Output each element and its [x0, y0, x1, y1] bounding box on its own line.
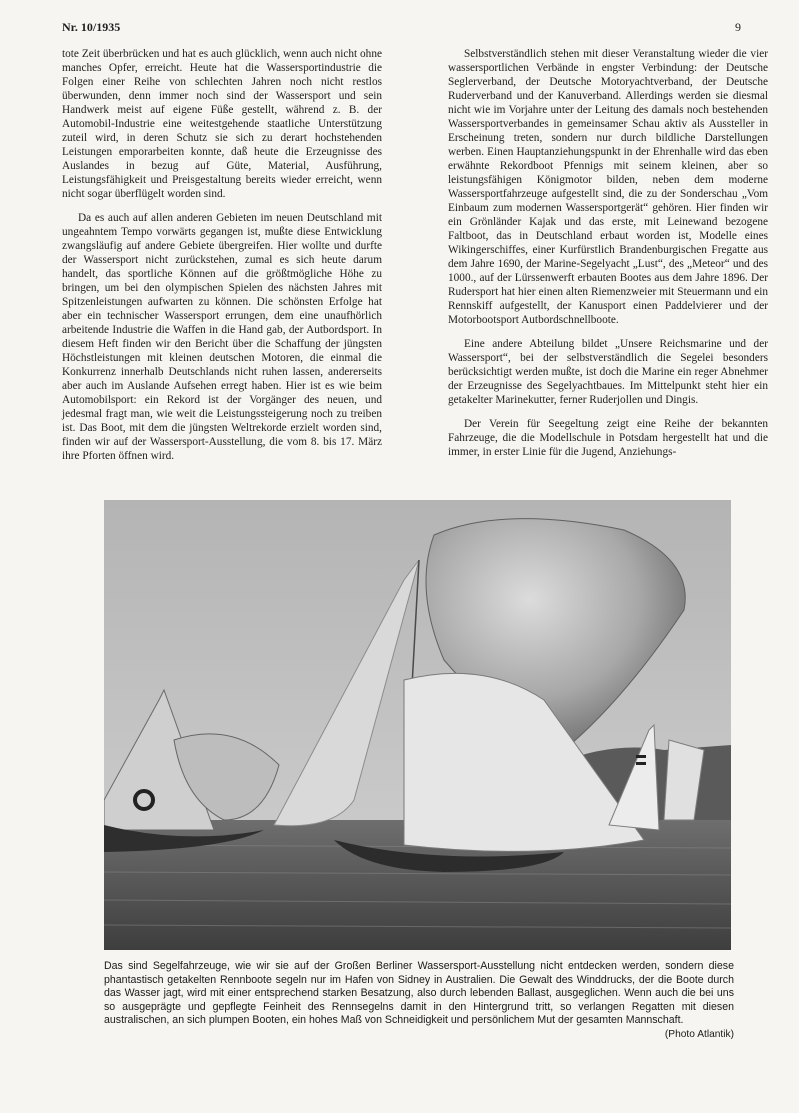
- photo-caption: [104, 960, 734, 1042]
- left-text-column: [62, 47, 382, 473]
- paragraph: tote Zeit überbrücken und hat es auch glücklich, wenn auch nicht ohne manches Opfer, erreicht. Heute hat die Wassersportindustrie die Folgen einer Reihe von schlechten Jahren noch nicht restlos überwunden, denn immer noch sind der Wassersport und sein Handwerk meist auf eigene Füße gestellt, während z. B. der Automobil-Industrie eine weitestgehende staatliche Unterstützung zuteil wird, in deren Schutz sie sich zu derart hochstehenden Leistungen emporarbeiten konnte, daß heute die Erzeugnisse des Auslandes in bezug auf Güte, Material, Ausführung, Leistungsfähigkeit und Preisgestaltung bereits wieder erreicht, wenn nicht sogar überflügelt worden sind.: [62, 48, 382, 200]
- right-text-column: [448, 47, 768, 469]
- page-number: 9: [735, 20, 741, 34]
- photo-credit: (Photo Atlantik): [664, 1028, 734, 1040]
- caption-text: Das sind Segelfahrzeuge, wie wir sie auf der Großen Berliner Wassersport-Ausstellung nicht entdecken werden, sondern diese phantastisch getakelten Rennboote segeln nur im Hafen von Sidney in Australien. Die Gewalt des Winddrucks, der die Boote durch das Wasser jagt, wird mit einer entsprechend starken Besatzung, also durch lebenden Ballast, ausgeglichen. Wenn auch die bei uns so ausgeprägte und gepflegte Feinheit des Rennsegelns damit in den Hintergrund tritt, so verlangen Regatten mit diesen australischen, an sich plumpen Booten, ein hohes Maß von Schneidigkeit und persönlichem Mut der gesamten Mannschaft.: [104, 960, 734, 1027]
- paragraph: Da es auch auf allen anderen Gebieten im neuen Deutschland mit ungeahntem Tempo vorwärts gegangen ist, mußte diese Entwicklung zwangsläufig auf andere Gebiete übergreifen. Hier wollte und durfte der Wassersport nicht zurückstehen, zumal es sich heute darum handelt, das sportliche Können auf die größtmögliche Höhe zu bringen, um bei den olympischen Spielen des nächsten Jahres mit Spitzenleistungen aufwarten zu können. Die schönsten Erfolge hat aber ein technischer Wassersport errungen, dem eine unaufhörlich arbeitende Industrie die Waffen in die Hand gab, der Autbordsport. In diesem Heft finden wir den Bericht über die Schaffung der jüngsten Höchstleistungen mit kleinen deutschen Motoren, die einmal die Konkurrenz innerhalb Deutschlands nicht ruhen lassen, andererseits aber auch im Auslande Aufsehen erregt haben. Hier ist es wie beim Automobilsport: ein Rekord ist der Vorgänger des neuen, und jedesmal fragt man, wie weit die Leistungssteigerung noch zu treiben ist. Das Boot, mit dem die jüngsten Weltrekorde erzielt worden sind, finden wir auf der Wassersport-Ausstellung, die vom 8. bis 17. März ihre Pforten öffnen wird.: [62, 212, 382, 462]
- paragraph: Selbstverständlich stehen mit dieser Veranstaltung wieder die vier wassersportlichen Verbände in engster Verbindung: der Deutsche Seglerverband, der Deutsche Motoryachtverband, der Deutsche Ruderverband und der Kanuverband. Allerdings werden sie diesmal nicht wie im Vorjahre unter der Leitung des damals noch bestehenden Wassersportverbandes in gemeinsamer Schau aktiv als Aussteller in Erscheinung treten, sondern nur durch bildliche Darstellungen werben. Einen Hauptanziehungspunkt in der Ehrenhalle wird das eben erwähnte Rekordboot Pfennigs mit seinem kleinen, aber so leistungsfähigen Königmotor bilden, neben dem moderne Wassersportfahrzeuge aufgestellt sind, die zu der Sonderschau „Vom Einbaum zum modernen Wassersportgerät“ gehören. Hier finden wir ein Grönländer Kajak und das erste, mit Leinewand bezogene Faltboot, das in Deutschland erbaut worden ist, Modelle eines Wikingerschiffes, einer Kurfürstlich Brandenburgischen Fregatte aus dem Jahre 1690, der Marine-Segelyacht „Lust“, des „Meteor“ und des 1000., auf der Lürssenwerft erbauten Bootes aus dem Jahre 1896. Der Rudersport hat hier einen alten Riemenzweier mit Steuermann und ein Rennskiff aufgestellt, der Kanusport einen Paddelvierer und der Motorbootsport Autbordschnellboote.: [448, 48, 768, 326]
- sailing-photo: [104, 500, 731, 950]
- sailboats-illustration: [104, 500, 731, 950]
- paragraph: Eine andere Abteilung bildet „Unsere Reichsmarine und der Wassersport“, bei der selbstverständlich die Segelei besonders berücksichtigt werden mußte, ist doch die Marine ein reger Abnehmer der Erzeugnisse des Segelyachtbaues. Im Mittelpunkt steht hier ein getakelter Marinekutter, ferner Ruderjollen und Dingis.: [448, 338, 768, 406]
- issue-number: Nr. 10/1935: [62, 20, 121, 34]
- paragraph: Der Verein für Seegeltung zeigt eine Reihe der bekannten Fahrzeuge, die die Modellschule in Potsdam hergestellt hat und die immer, in erster Linie für die Jugend, Anziehungs-: [448, 418, 768, 458]
